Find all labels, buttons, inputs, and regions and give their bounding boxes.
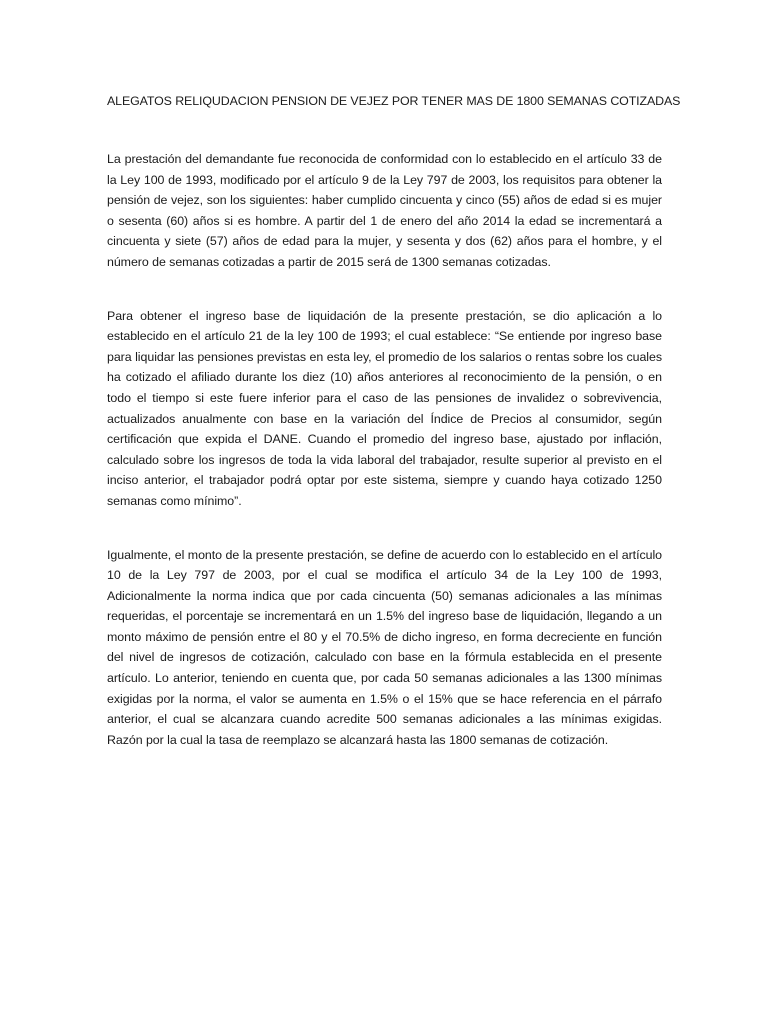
paragraph-monto-prestacion: Igualmente, el monto de la presente prestación, se define de acuerdo con lo establecido en el artículo 10 de la Ley 797 de 2003, por el cual se modifica el artículo 34 de la Ley 100 de 1993, Adicionalmente la norma indica que por cada cincuenta (50) semanas adicionales a las mínimas requeridas, el porcentaje se incrementará en un 1.5% del ingreso base de liquidación, llegando a un monto máximo de pensión entre el 80 y el 70.5% de dicho ingreso, en forma decreciente en función del nivel de ingresos de cotización, calculado con base en la fórmula establecida en el presente artículo. Lo anterior, teniendo en cuenta que, por cada 50 semanas adicionales a las 1300 mínimas exigidas por la norma, el valor se aumenta en 1.5% o el 15% que se hace referencia en el párrafo anterior, el cual se alcanzara cuando acredite 500 semanas adicionales a las mínimas exigidas. Razón por la cual la tasa de reemplazo se alcanzará hasta las 1800 semanas de cotización. bbox=[107, 547, 662, 747]
paragraph-requisitos-pension: La prestación del demandante fue reconocida de conformidad con lo establecido en el artículo 33 de la Ley 100 de 1993, modificado por el artículo 9 de la Ley 797 de 2003, los requisitos para obtener la pensión de vejez, son los siguientes: haber cumplido cincuenta y cinco (55) años de edad si es mujer o sesenta (60) años si es hombre. A partir del 1 de enero del año 2014 la edad se incrementará a cincuenta y siete (57) años de edad para la mujer, y sesenta y dos (62) años para el hombre, y el número de semanas cotizadas a partir de 2015 será de 1300 semanas cotizadas. bbox=[107, 152, 662, 269]
paragraph-ingreso-base: Para obtener el ingreso base de liquidación de la presente prestación, se dio aplicación a lo establecido en el artículo 21 de la ley 100 de 1993; el cual establece: “Se entiende por ingreso base para liquidar las pensiones previstas en esta ley, el promedio de los salarios o rentas sobre los cuales ha cotizado el afiliado durante los diez (10) años anteriores al reconocimiento de la pensión, o en todo el tiempo si este fuere inferior para el caso de las pensiones de invalidez o sobrevivencia, actualizados anualmente con base en la variación del Índice de Precios al consumidor, según certificación que expida el DANE. Cuando el promedio del ingreso base, ajustado por inflación, calculado sobre los ingresos de toda la vida laboral del trabajador, resulte superior al previsto en el inciso anterior, el trabajador podrá optar por este sistema, siempre y cuando haya cotizado 1250 semanas como mínimo”. bbox=[107, 308, 662, 508]
document-title: ALEGATOS RELIQUDACION PENSION DE VEJEZ POR TENER MAS DE 1800 SEMANAS COTIZADAS bbox=[107, 94, 681, 108]
document-page bbox=[107, 92, 681, 750]
